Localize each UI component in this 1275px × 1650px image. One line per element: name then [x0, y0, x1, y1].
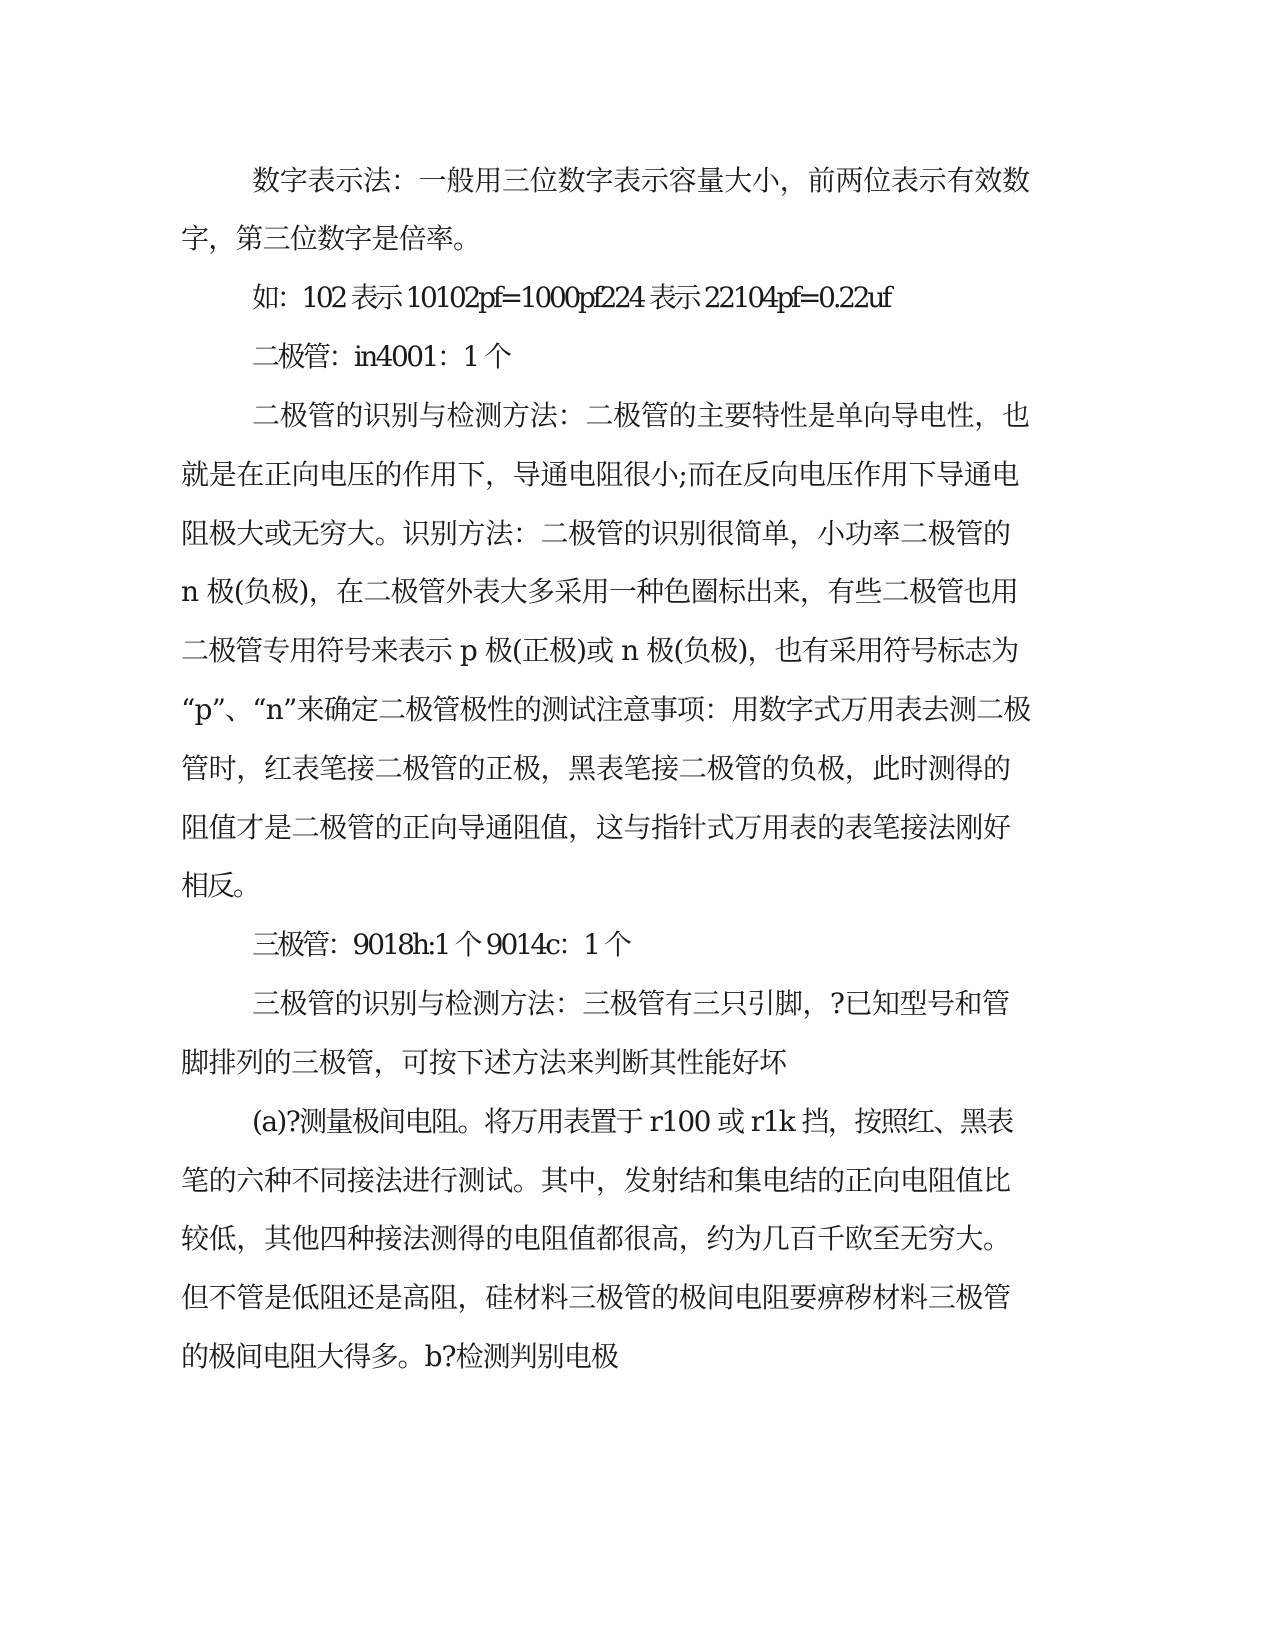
paragraph-line: 的极间电阻大得多。b?检测判别电极 — [181, 1340, 618, 1373]
paragraph-line: 脚排列的三极管，可按下述方法来判断其性能好坏 — [181, 1046, 787, 1079]
paragraph-line: 但不管是低阻还是高阻，硅材料三极管的极间电阻要痹秽材料三极管 — [181, 1281, 1011, 1314]
paragraph-line: “p”、“n”来确定二极管极性的测试注意事项：用数字式万用表去测二极 — [181, 693, 1031, 726]
paragraph-line: 管时，红表笔接二极管的正极，黑表笔接二极管的负极，此时测得的 — [181, 752, 1011, 785]
paragraph-line: n 极(负极)，在二极管外表大多采用一种色圈标出来，有些二极管也用 — [181, 575, 1019, 608]
paragraph-line: 笔的六种不同接法进行测试。其中，发射结和集电结的正向电阻值比 — [181, 1164, 1011, 1197]
paragraph-line: 阻值才是二极管的正向导通阻值，这与指针式万用表的表笔接法刚好 — [181, 811, 1011, 844]
paragraph-line: 数字表示法：一般用三位数字表示容量大小，前两位表示有效数 — [252, 164, 1030, 197]
paragraph-line: (a)?测量极间电阻。将万用表置于 r100 或 r1k 挡，按照红、黑表 — [252, 1105, 1013, 1138]
paragraph-line: 相反。 — [181, 869, 260, 902]
paragraph-line: 就是在正向电压的作用下，导通电阻很小;而在反向电压作用下导通电 — [181, 458, 1020, 491]
paragraph-line: 字，第三位数字是倍率。 — [181, 222, 481, 255]
paragraph-line: 阻极大或无穷大。识别方法：二极管的识别很简单，小功率二极管的 — [181, 517, 1011, 550]
paragraph-line: 二极管：in4001：1 个 — [252, 340, 510, 373]
paragraph-line: 三极管的识别与检测方法：三极管有三只引脚，?已知型号和管 — [252, 987, 1010, 1020]
paragraph-line: 二极管专用符号来表示 p 极(正极)或 n 极(负极)，也有采用符号标志为 — [181, 634, 1019, 667]
paragraph-line: 较低，其他四种接法测得的电阻值都很高，约为几百千欧至无穷大。 — [181, 1222, 1011, 1255]
paragraph-line: 如：102 表示 10102pf=1000pf224 表示 22104pf=0.22uf — [252, 281, 890, 314]
paragraph-line: 三极管：9018h:1 个 9014c：1 个 — [252, 928, 630, 961]
paragraph-line: 二极管的识别与检测方法：二极管的主要特性是单向导电性，也 — [252, 399, 1030, 432]
